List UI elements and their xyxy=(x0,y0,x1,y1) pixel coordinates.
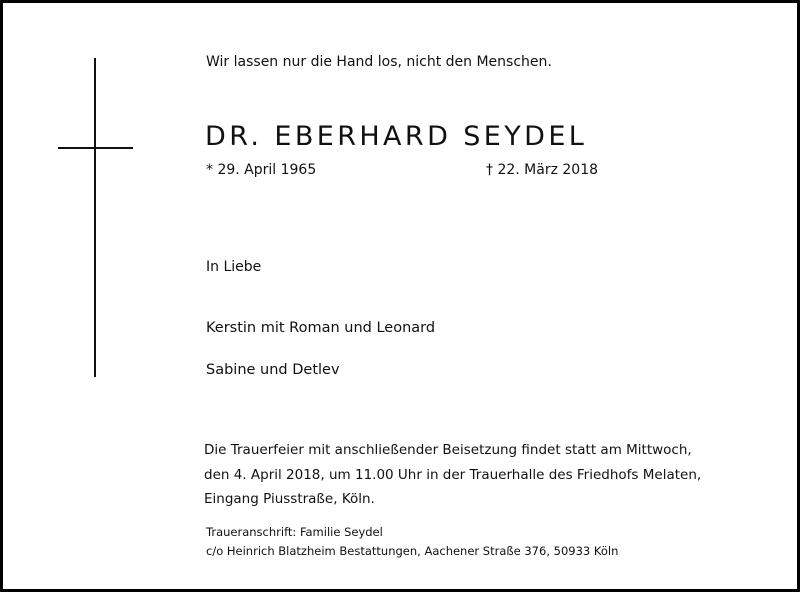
in-love-line: In Liebe xyxy=(206,259,262,275)
ceremony-line: den 4. April 2018, um 11.00 Uhr in der Trauerhalle des Friedhofs Melaten, xyxy=(204,466,702,483)
ceremony-line: Eingang Piusstraße, Köln. xyxy=(204,491,375,507)
ceremony-info xyxy=(204,438,701,512)
family-line: Sabine und Detlev xyxy=(206,362,340,378)
mourning-address xyxy=(206,523,618,561)
address-line: c/o Heinrich Blatzheim Bestattungen, Aachener Straße 376, 50933 Köln xyxy=(206,544,619,558)
cross-vertical-bar xyxy=(94,58,96,377)
ceremony-line: Die Trauerfeier mit anschließender Beisetzung findet statt am Mittwoch, xyxy=(204,442,692,458)
motto: Wir lassen nur die Hand los, nicht den Menschen. xyxy=(206,54,552,70)
deceased-name: DR. EBERHARD SEYDEL xyxy=(205,121,588,152)
address-line: Traueranschrift: Familie Seydel xyxy=(206,525,383,539)
death-date: † 22. März 2018 xyxy=(486,162,599,178)
cross-horizontal-bar xyxy=(58,147,133,149)
birth-date: * 29. April 1965 xyxy=(206,162,317,178)
family-line: Kerstin mit Roman und Leonard xyxy=(206,320,436,336)
